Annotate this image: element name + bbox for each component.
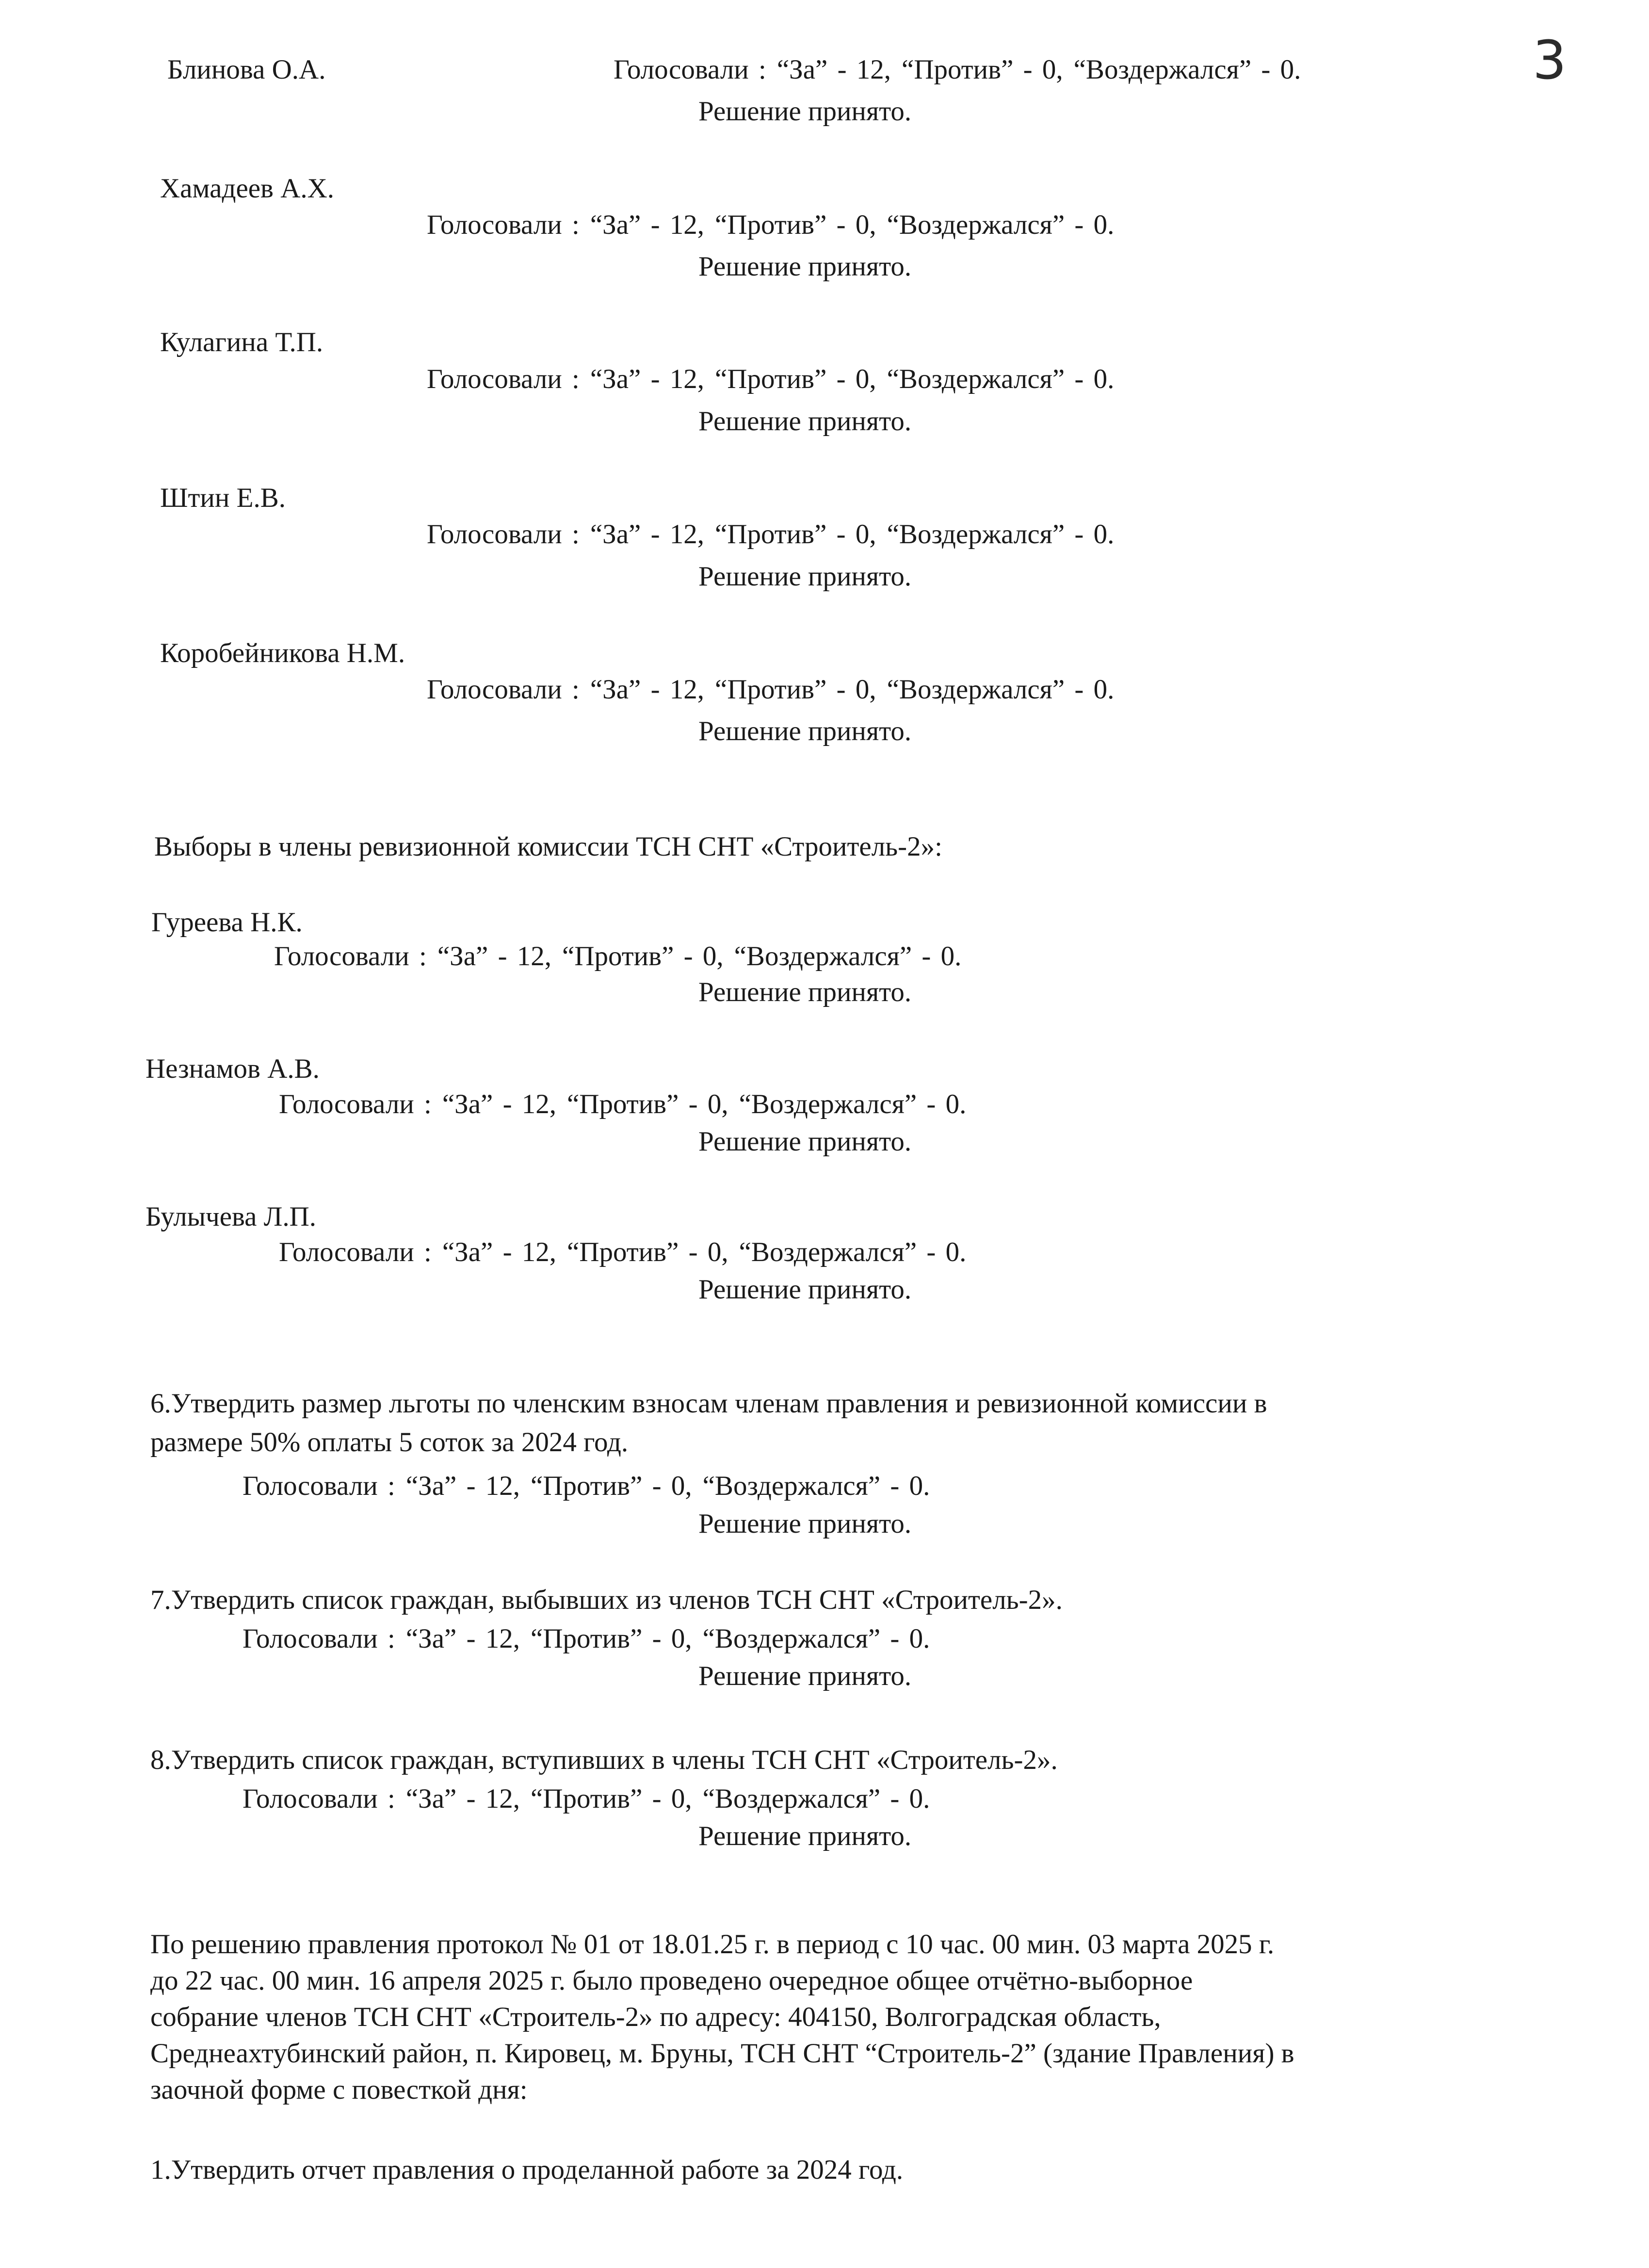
- decision-text: Решение принято.: [698, 251, 912, 282]
- vote-line: Голосовали : “За” - 12, “Против” - 0, “Воздержался” - 0.: [274, 941, 962, 972]
- vote-line: Голосовали : “За” - 12, “Против” - 0, “Воздержался” - 0.: [427, 674, 1115, 705]
- vote-line: Голосовали : “За” - 12, “Против” - 0, “Воздержался” - 0.: [614, 54, 1301, 85]
- paragraph-line: По решению правления протокол № 01 от 18.01.25 г. в период с 10 час. 00 мин. 03 марта 2025 г.: [150, 1929, 1275, 1960]
- audit-heading: Выборы в члены ревизионной комиссии ТСН СНТ «Строитель-2»:: [154, 831, 942, 862]
- page-number: 3: [1533, 29, 1567, 91]
- vote-line: Голосовали : “За” - 12, “Против” - 0, “Воздержался” - 0.: [242, 1471, 930, 1501]
- decision-text: Решение принято.: [698, 96, 912, 127]
- agenda-item-6: 6.Утвердить размер льготы по членским взносам членам правления и ревизионной комиссии в: [150, 1388, 1267, 1419]
- decision-text: Решение принято.: [698, 406, 912, 437]
- vote-line: Голосовали : “За” - 12, “Против” - 0, “Воздержался” - 0.: [242, 1783, 930, 1814]
- paragraph-line: собрание членов ТСН СНТ «Строитель-2» по адресу: 404150, Волгоградская область,: [150, 2002, 1161, 2032]
- member-name: Блинова О.А.: [167, 54, 326, 85]
- paragraph-line: до 22 час. 00 мин. 16 апреля 2025 г. было проведено очередное общее отчётно-выборное: [150, 1965, 1193, 1996]
- paragraph-line: Среднеахтубинский район, п. Кировец, м. Бруны, ТСН СНТ “Строитель-2” (здание Правления) в: [150, 2038, 1294, 2069]
- vote-line: Голосовали : “За” - 12, “Против” - 0, “Воздержался” - 0.: [427, 210, 1115, 240]
- member-name: Кулагина Т.П.: [160, 327, 323, 357]
- agenda-item-7: 7.Утвердить список граждан, выбывших из членов ТСН СНТ «Строитель-2».: [150, 1585, 1063, 1615]
- paragraph-line: заочной форме с повесткой дня:: [150, 2074, 528, 2105]
- decision-text: Решение принято.: [698, 1821, 912, 1851]
- decision-text: Решение принято.: [698, 977, 912, 1007]
- member-name: Штин Е.В.: [160, 483, 286, 513]
- member-name: Гуреева Н.К.: [151, 907, 303, 938]
- vote-line: Голосовали : “За” - 12, “Против” - 0, “Воздержался” - 0.: [242, 1623, 930, 1654]
- decision-text: Решение принято.: [698, 1508, 912, 1539]
- agenda-item-1: 1.Утвердить отчет правления о проделанной работе за 2024 год.: [150, 2155, 904, 2185]
- decision-text: Решение принято.: [698, 561, 912, 592]
- decision-text: Решение принято.: [698, 1126, 912, 1157]
- member-name: Хамадеев А.Х.: [160, 173, 335, 204]
- decision-text: Решение принято.: [698, 1661, 912, 1691]
- member-name: Коробейникова Н.М.: [160, 638, 405, 668]
- vote-line: Голосовали : “За” - 12, “Против” - 0, “Воздержался” - 0.: [427, 364, 1115, 394]
- member-name: Булычева Л.П.: [146, 1201, 317, 1232]
- decision-text: Решение принято.: [698, 716, 912, 746]
- agenda-item-8: 8.Утвердить список граждан, вступивших в члены ТСН СНТ «Строитель-2».: [150, 1745, 1058, 1775]
- vote-line: Голосовали : “За” - 12, “Против” - 0, “Воздержался” - 0.: [279, 1089, 967, 1119]
- agenda-item-6-cont: размере 50% оплаты 5 соток за 2024 год.: [150, 1427, 629, 1458]
- vote-line: Голосовали : “За” - 12, “Против” - 0, “Воздержался” - 0.: [279, 1237, 967, 1267]
- decision-text: Решение принято.: [698, 1274, 912, 1305]
- vote-line: Голосовали : “За” - 12, “Против” - 0, “Воздержался” - 0.: [427, 519, 1115, 550]
- member-name: Незнамов А.В.: [146, 1053, 320, 1084]
